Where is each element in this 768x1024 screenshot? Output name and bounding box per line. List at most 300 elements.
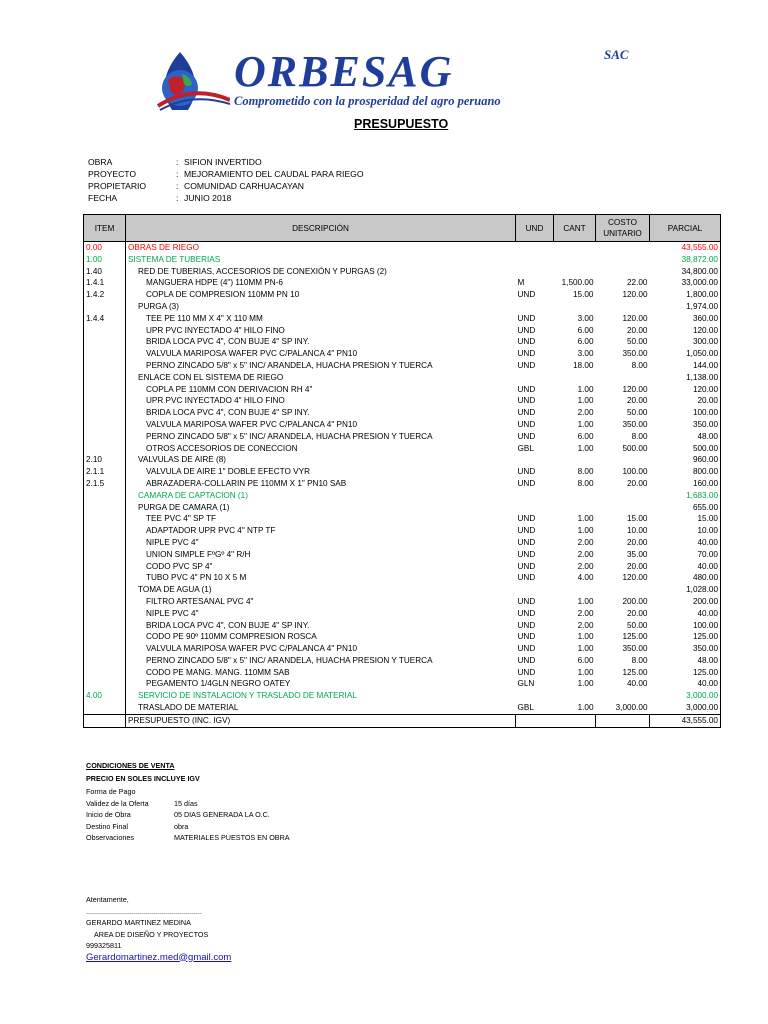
row-quantity: 1.00 [577, 443, 594, 453]
row-unit-cost [596, 502, 650, 514]
row-partial: 43,555.00 [650, 242, 721, 254]
row-item [84, 596, 126, 608]
row-description: RED DE TUBERIAS, ACCESORIOS DE CONEXIÓN Y PURGAS (2) [126, 266, 516, 278]
conditions-subheading: PRECIO EN SOLES INCLUYE IGV [86, 774, 200, 783]
row-quantity [554, 242, 596, 254]
row-quantity: 1.00 [577, 419, 594, 429]
brand-name: ORBESAG [234, 47, 454, 96]
row-description: ABRAZADERA-COLLARIN PE 110MM X 1" PN10 SAB [126, 478, 516, 490]
row-quantity: 3.00 [577, 313, 594, 323]
row-unit-cost: 120.00 [622, 290, 648, 300]
row-partial: 3,000.00 [650, 702, 721, 714]
info-row: OBRA : SIFION INVERTIDO [88, 157, 262, 167]
row-unit-cost [596, 301, 650, 313]
row-description: BRIDA LOCA PVC 4", CON BUJE 4" SP INY. [126, 407, 516, 419]
row-partial: 350.00 [650, 643, 721, 655]
row-description: ADAPTADOR UPR PVC 4" NTP TF [126, 525, 516, 537]
row-description: UPR PVC INYECTADO 4" HILO FINO [126, 325, 516, 337]
row-item [84, 631, 126, 643]
row-unit: UND [517, 396, 536, 406]
row-unit-cost: 350.00 [622, 644, 648, 654]
row-unit: UND [517, 667, 536, 677]
row-item [84, 443, 126, 455]
table-row [84, 395, 721, 407]
row-item [84, 336, 126, 348]
row-item [84, 667, 126, 679]
row-quantity: 1.00 [577, 679, 594, 689]
table-row [84, 266, 721, 278]
signer-area: AREA DE DISEÑO Y PROYECTOS [94, 929, 209, 939]
row-partial: 100.00 [650, 407, 721, 419]
table-row [84, 325, 721, 337]
row-partial: 10.00 [650, 525, 721, 537]
row-description: OTROS ACCESORIOS DE CONECCION [126, 443, 516, 455]
row-quantity: 4.00 [577, 573, 594, 583]
budget-table [83, 214, 721, 728]
table-row [84, 690, 721, 702]
row-description: COPLA PE 110MM CON DERIVACION RH 4" [126, 384, 516, 396]
row-unit [516, 502, 554, 514]
row-quantity [554, 502, 596, 514]
row-item: 1.40 [84, 266, 126, 278]
row-quantity: 2.00 [577, 537, 594, 547]
row-partial: 40.00 [650, 561, 721, 573]
row-unit [516, 584, 554, 596]
row-description: NIPLE PVC 4" [126, 537, 516, 549]
row-partial: 15.00 [650, 513, 721, 525]
row-description: PERNO ZINCADO 5/8" x 5" INC/ ARANDELA, HUACHA PRESION Y TUERCA [126, 431, 516, 443]
table-row [84, 419, 721, 431]
row-description: BRIDA LOCA PVC 4", CON BUJE 4" SP INY. [126, 336, 516, 348]
conditions-heading: CONDICIONES DE VENTA [86, 761, 175, 770]
row-description: SERVICIO DE INSTALACION Y TRASLADO DE MATERIAL [126, 690, 516, 702]
row-partial: 1,974.00 [650, 301, 721, 313]
row-unit: UND [517, 313, 536, 323]
row-item [84, 384, 126, 396]
info-row: PROPIETARIO : COMUNIDAD CARHUACAYAN [88, 181, 305, 191]
row-unit: GBL [517, 703, 534, 713]
row-partial: 33,000.00 [650, 277, 721, 289]
row-unit: M [517, 278, 525, 288]
table-row [84, 254, 721, 266]
row-unit: UND [517, 478, 536, 488]
row-quantity [554, 490, 596, 502]
row-description: VALVULAS DE AIRE (8) [126, 454, 516, 466]
row-unit: UND [517, 573, 536, 583]
row-unit [516, 454, 554, 466]
row-item: 1.4.1 [84, 277, 126, 289]
row-unit: UND [517, 431, 536, 441]
row-description: TEE PE 110 MM X 4" X 110 MM [126, 313, 516, 325]
row-quantity: 6.00 [577, 655, 594, 665]
project-info [88, 156, 364, 204]
signature-block [86, 894, 231, 963]
row-item [84, 643, 126, 655]
row-description: VALVULA MARIPOSA WAFER PVC C/PALANCA 4" PN10 [126, 419, 516, 431]
row-unit: GLN [517, 679, 535, 689]
row-item [84, 549, 126, 561]
row-unit [516, 690, 554, 702]
row-description: PURGA (3) [126, 301, 516, 313]
row-partial: 200.00 [650, 596, 721, 608]
row-item [84, 584, 126, 596]
total-value: 43,555.00 [650, 714, 721, 727]
table-row [84, 608, 721, 620]
row-description: COPLA DE COMPRESION 110MM PN 10 [126, 289, 516, 301]
row-partial: 1,050.00 [650, 348, 721, 360]
table-row [84, 513, 721, 525]
row-unit-cost: 8.00 [631, 655, 648, 665]
row-unit-cost: 350.00 [622, 349, 648, 359]
row-unit-cost [596, 584, 650, 596]
row-unit-cost: 20.00 [627, 537, 648, 547]
header-item: ITEM [84, 215, 126, 242]
row-item [84, 502, 126, 514]
row-partial: 655.00 [650, 502, 721, 514]
row-quantity [554, 584, 596, 596]
table-row [84, 289, 721, 301]
row-item [84, 360, 126, 372]
row-partial: 125.00 [650, 667, 721, 679]
brand-tagline: Comprometido con la prosperidad del agro peruano [234, 94, 501, 108]
row-partial: 34,800.00 [650, 266, 721, 278]
row-item: 2.1.5 [84, 478, 126, 490]
row-quantity: 1.00 [577, 526, 594, 536]
total-row [84, 714, 721, 727]
row-partial: 480.00 [650, 572, 721, 584]
row-item [84, 348, 126, 360]
row-description: OBRAS DE RIEGO [126, 242, 516, 254]
row-partial: 38,872.00 [650, 254, 721, 266]
header-quantity: CANT [554, 215, 596, 242]
row-quantity [554, 372, 596, 384]
signer-phone: 999325811 [86, 941, 122, 950]
row-description: PURGA DE CAMARA (1) [126, 502, 516, 514]
row-unit-cost: 125.00 [622, 632, 648, 642]
row-partial: 100.00 [650, 620, 721, 632]
row-item [84, 537, 126, 549]
row-quantity: 1.00 [577, 384, 594, 394]
row-partial: 800.00 [650, 466, 721, 478]
row-unit-cost [596, 490, 650, 502]
row-partial: 120.00 [650, 325, 721, 337]
table-header [84, 215, 721, 242]
row-description: TUBO PVC 4" PN 10 X 5 M [126, 572, 516, 584]
row-quantity: 1.00 [577, 667, 594, 677]
table-row [84, 301, 721, 313]
globe-drop-icon [152, 44, 230, 114]
table-row [84, 525, 721, 537]
row-quantity: 6.00 [577, 337, 594, 347]
row-partial: 1,800.00 [650, 289, 721, 301]
row-quantity: 1,500.00 [561, 278, 594, 288]
row-quantity: 15.00 [573, 290, 594, 300]
row-item [84, 325, 126, 337]
row-description: CAMARA DE CAPTACION (1) [126, 490, 516, 502]
row-unit: UND [517, 349, 536, 359]
row-unit [516, 266, 554, 278]
row-unit: UND [517, 549, 536, 559]
row-unit: UND [517, 537, 536, 547]
row-quantity: 2.00 [577, 408, 594, 418]
row-item [84, 572, 126, 584]
row-quantity: 6.00 [577, 431, 594, 441]
row-unit: GBL [517, 443, 534, 453]
row-unit-cost: 15.00 [627, 514, 648, 524]
row-partial: 960.00 [650, 454, 721, 466]
header-unit-cost: COSTO UNITARIO [596, 215, 650, 242]
table-row [84, 572, 721, 584]
table-row [84, 584, 721, 596]
row-unit: UND [517, 655, 536, 665]
table-row [84, 678, 721, 690]
table-row [84, 667, 721, 679]
row-quantity: 8.00 [577, 467, 594, 477]
row-item: 1.00 [84, 254, 126, 266]
row-unit: UND [517, 384, 536, 394]
row-partial: 1,683.00 [650, 490, 721, 502]
row-unit: UND [517, 290, 536, 300]
table-row [84, 454, 721, 466]
row-unit-cost [596, 454, 650, 466]
company-logo [152, 44, 632, 114]
table-row [84, 631, 721, 643]
condition-row: Destino Final obra [86, 821, 189, 831]
row-description: TEE PVC 4" SP TF [126, 513, 516, 525]
row-quantity: 1.00 [577, 596, 594, 606]
table-row [84, 277, 721, 289]
row-unit-cost [596, 690, 650, 702]
row-unit-cost: 100.00 [622, 467, 648, 477]
row-unit-cost: 20.00 [627, 396, 648, 406]
row-item: 1.4.2 [84, 289, 126, 301]
row-unit-cost: 8.00 [631, 431, 648, 441]
row-unit: UND [517, 514, 536, 524]
row-quantity: 1.00 [577, 644, 594, 654]
row-unit: UND [517, 360, 536, 370]
row-unit-cost: 20.00 [627, 478, 648, 488]
row-unit: UND [517, 337, 536, 347]
row-quantity [554, 454, 596, 466]
row-unit-cost: 50.00 [627, 408, 648, 418]
header-unit: UND [516, 215, 554, 242]
row-unit: UND [517, 561, 536, 571]
row-unit: UND [517, 419, 536, 429]
row-unit-cost: 50.00 [627, 337, 648, 347]
row-unit-cost: 20.00 [627, 325, 648, 335]
row-item [84, 620, 126, 632]
info-row: PROYECTO : MEJORAMIENTO DEL CAUDAL PARA RIEGO [88, 169, 364, 179]
table-row [84, 431, 721, 443]
row-partial: 48.00 [650, 431, 721, 443]
row-description: ENLACE CON EL SISTEMA DE RIEGO [126, 372, 516, 384]
row-unit-cost: 200.00 [622, 596, 648, 606]
table-row [84, 466, 721, 478]
row-unit-cost: 8.00 [631, 360, 648, 370]
row-unit [516, 301, 554, 313]
table-row [84, 360, 721, 372]
row-item [84, 678, 126, 690]
row-unit: UND [517, 408, 536, 418]
row-description: CODO PE 90º 110MM COMPRESION ROSCA [126, 631, 516, 643]
row-partial: 1,028.00 [650, 584, 721, 596]
row-unit: UND [517, 608, 536, 618]
row-item [84, 372, 126, 384]
row-unit: UND [517, 596, 536, 606]
row-partial: 48.00 [650, 655, 721, 667]
row-partial: 350.00 [650, 419, 721, 431]
table-row [84, 655, 721, 667]
table-row [84, 537, 721, 549]
row-unit-cost [596, 372, 650, 384]
row-description: VALVULA MARIPOSA WAFER PVC C/PALANCA 4" PN10 [126, 348, 516, 360]
row-item [84, 608, 126, 620]
header-description: DESCRIPCIÓN [126, 215, 516, 242]
row-description: BRIDA LOCA PVC 4", CON BUJE 4" SP INY. [126, 620, 516, 632]
row-unit: UND [517, 325, 536, 335]
row-quantity: 2.00 [577, 561, 594, 571]
row-partial: 360.00 [650, 313, 721, 325]
table-row [84, 348, 721, 360]
row-item: 1.4.4 [84, 313, 126, 325]
row-quantity: 2.00 [577, 549, 594, 559]
row-unit-cost: 500.00 [622, 443, 648, 453]
row-item [84, 490, 126, 502]
table-row [84, 242, 721, 254]
row-description: UNION SIMPLE FºGº 4" R/H [126, 549, 516, 561]
row-description: TRASLADO DE MATERIAL [126, 702, 516, 714]
row-unit [516, 242, 554, 254]
row-item [84, 431, 126, 443]
condition-row: Observaciones MATERIALES PUESTOS EN OBRA [86, 833, 290, 843]
row-description: CODO PVC SP 4" [126, 561, 516, 573]
row-unit-cost: 350.00 [622, 419, 648, 429]
row-quantity [554, 254, 596, 266]
condition-row: Inicio de Obra 05 DIAS GENERADA LA O.C. [86, 810, 270, 820]
row-unit-cost: 10.00 [627, 526, 648, 536]
row-unit [516, 490, 554, 502]
row-partial: 125.00 [650, 631, 721, 643]
row-item: 4.00 [84, 690, 126, 702]
row-partial: 40.00 [650, 678, 721, 690]
row-partial: 120.00 [650, 384, 721, 396]
row-quantity: 18.00 [573, 360, 594, 370]
row-partial: 1,138.00 [650, 372, 721, 384]
row-unit-cost [596, 266, 650, 278]
row-unit-cost: 50.00 [627, 620, 648, 630]
row-quantity: 8.00 [577, 478, 594, 488]
row-unit-cost: 3,000.00 [615, 703, 648, 713]
row-quantity: 1.00 [577, 514, 594, 524]
row-partial: 300.00 [650, 336, 721, 348]
row-partial: 40.00 [650, 537, 721, 549]
table-row [84, 478, 721, 490]
table-row [84, 372, 721, 384]
row-quantity: 3.00 [577, 349, 594, 359]
row-partial: 160.00 [650, 478, 721, 490]
total-label: PRESUPUESTO (INC. IGV) [126, 714, 516, 727]
row-quantity [554, 301, 596, 313]
row-unit-cost: 20.00 [627, 608, 648, 618]
signer-email-link[interactable]: Gerardomartinez.med@gmail.com [86, 951, 232, 963]
signer-name: GERARDO MARTINEZ MEDINA [86, 918, 191, 927]
row-quantity [554, 266, 596, 278]
row-item [84, 525, 126, 537]
row-description: NIPLE PVC 4" [126, 608, 516, 620]
row-unit: UND [517, 620, 536, 630]
table-row [84, 502, 721, 514]
row-partial: 20.00 [650, 395, 721, 407]
row-item [84, 513, 126, 525]
row-quantity: 1.00 [577, 632, 594, 642]
row-description: VALVULA DE AIRE 1" DOBLE EFECTO VYR [126, 466, 516, 478]
row-unit-cost: 20.00 [627, 561, 648, 571]
row-description: VALVULA MARIPOSA WAFER PVC C/PALANCA 4" PN10 [126, 643, 516, 655]
row-item [84, 419, 126, 431]
row-description: PEGAMENTO 1/4GLN NEGRO OATEY [126, 678, 516, 690]
row-unit: UND [517, 632, 536, 642]
row-partial: 500.00 [650, 443, 721, 455]
condition-row: Validez de la Oferta 15 días [86, 798, 198, 808]
row-unit-cost: 22.00 [627, 278, 648, 288]
row-unit: UND [517, 467, 536, 477]
row-unit-cost: 120.00 [622, 384, 648, 394]
row-item [84, 702, 126, 714]
row-item [84, 407, 126, 419]
row-unit-cost: 120.00 [622, 313, 648, 323]
row-item: 2.10 [84, 454, 126, 466]
row-description: UPR PVC INYECTADO 4" HILO FINO [126, 395, 516, 407]
row-description: MANGUERA HDPE (4") 110MM PN-6 [126, 277, 516, 289]
header-partial: PARCIAL [650, 215, 721, 242]
table-row [84, 490, 721, 502]
row-unit-cost: 40.00 [627, 679, 648, 689]
table-row [84, 561, 721, 573]
document-title: PRESUPUESTO [354, 117, 449, 131]
signature-line: .......................................................... [86, 906, 202, 916]
table-row [84, 643, 721, 655]
row-partial: 144.00 [650, 360, 721, 372]
brand-suffix: SAC [604, 47, 629, 62]
row-item [84, 655, 126, 667]
greeting: Atentamente, [86, 895, 129, 904]
table-row [84, 549, 721, 561]
row-description: PERNO ZINCADO 5/8" x 5" INC/ ARANDELA, HUACHA PRESION Y TUERCA [126, 655, 516, 667]
row-unit: UND [517, 526, 536, 536]
row-unit-cost [596, 254, 650, 266]
row-item: 0.00 [84, 242, 126, 254]
table-row [84, 407, 721, 419]
row-unit: UND [517, 644, 536, 654]
row-partial: 40.00 [650, 608, 721, 620]
row-unit-cost: 120.00 [622, 573, 648, 583]
row-unit-cost [596, 242, 650, 254]
sale-conditions [86, 760, 290, 844]
table-row [84, 313, 721, 325]
info-row: FECHA : JUNIO 2018 [88, 193, 232, 203]
row-partial: 70.00 [650, 549, 721, 561]
row-unit [516, 372, 554, 384]
row-description: SISTEMA DE TUBERIAS [126, 254, 516, 266]
row-quantity: 1.00 [577, 396, 594, 406]
table-row [84, 596, 721, 608]
table-row [84, 336, 721, 348]
row-description: PERNO ZINCADO 5/8" x 5" INC/ ARANDELA, HUACHA PRESION Y TUERCA [126, 360, 516, 372]
row-quantity: 2.00 [577, 608, 594, 618]
row-unit [516, 254, 554, 266]
table-row [84, 384, 721, 396]
condition-row: Forma de Pago [86, 787, 136, 796]
